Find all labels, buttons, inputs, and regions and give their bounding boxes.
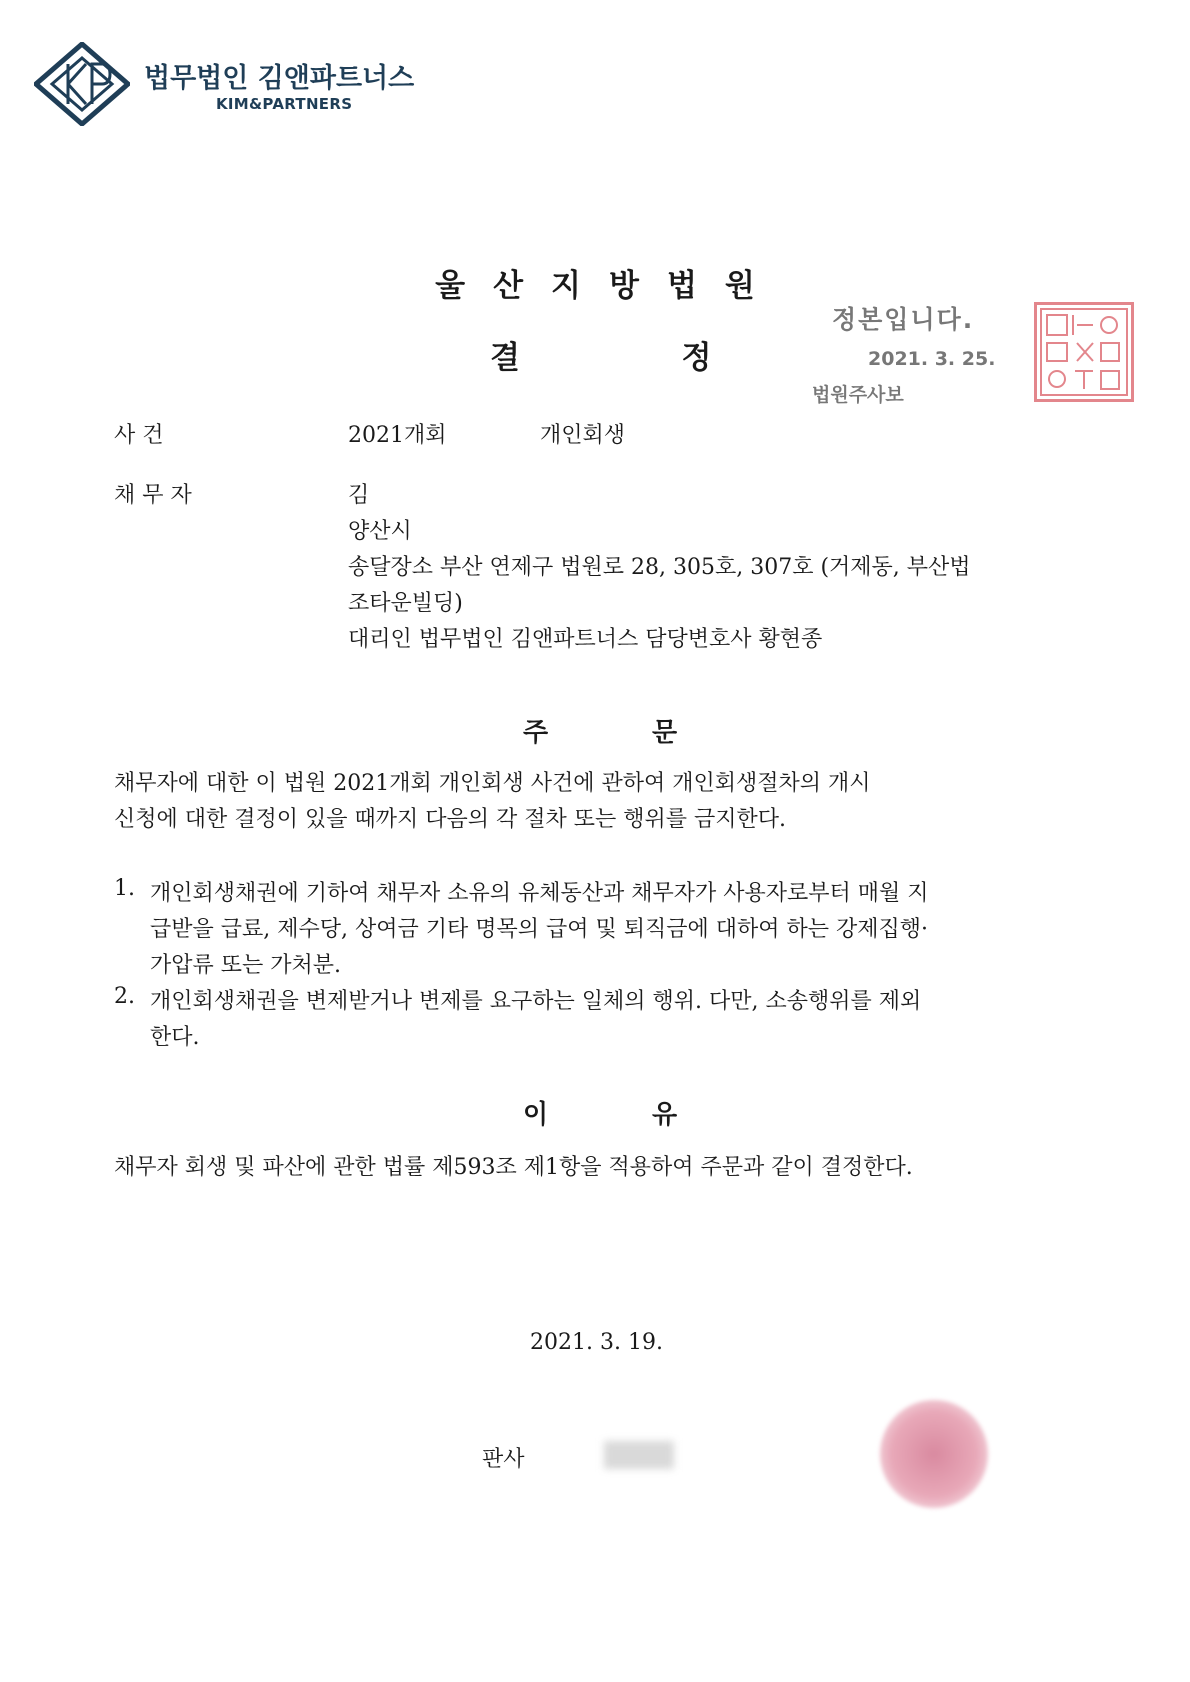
court-seal-stamp xyxy=(1034,302,1134,402)
order-item-2-line-1: 개인회생채권을 변제받거나 변제를 요구하는 일체의 행위. 다만, 소송행위를 제외 xyxy=(150,989,922,1014)
order-item-2-line-2: 한다. xyxy=(150,1025,200,1050)
service-address: 송달장소 부산 연제구 법원로 28, 305호, 307호 (거제동, 부산법 xyxy=(348,555,971,580)
title-char-left: 결 xyxy=(490,340,520,376)
order-item-1-number: 1. xyxy=(114,876,135,901)
order-title-left: 주 xyxy=(523,718,549,748)
case-type: 개인회생 xyxy=(540,423,626,448)
certified-copy-date: 2021. 3. 25. xyxy=(868,348,996,370)
order-intro-line-1: 채무자에 대한 이 법원 2021개회 개인회생 사건에 관하여 개인회생절차의 개시 xyxy=(114,771,871,796)
redacted-judge-seal xyxy=(880,1400,988,1508)
firm-name-korean: 법무법인 김앤파트너스 xyxy=(144,63,415,94)
order-item-1-line-3: 가압류 또는 가처분. xyxy=(150,953,341,978)
case-label: 사 건 xyxy=(114,423,164,448)
order-item-1-line-1: 개인회생채권에 기하여 채무자 소유의 유체동산과 채무자가 사용자로부터 매월 지 xyxy=(150,881,929,906)
reason-title-left: 이 xyxy=(523,1100,549,1130)
service-address-continued: 조타운빌딩) xyxy=(348,591,463,616)
reason-text: 채무자 회생 및 파산에 관한 법률 제593조 제1항을 적용하여 주문과 같이 결정한다. xyxy=(114,1155,913,1180)
redacted-judge-name xyxy=(604,1441,674,1469)
order-intro-line-2: 신청에 대한 결정이 있을 때까지 다음의 각 절차 또는 행위를 금지한다. xyxy=(114,807,786,832)
firm-name-english: KIM&PARTNERS xyxy=(216,95,353,113)
decision-date: 2021. 3. 19. xyxy=(530,1330,663,1355)
reason-title-right: 유 xyxy=(652,1100,678,1130)
title-char-right: 정 xyxy=(681,340,712,376)
debtor-name: 김 xyxy=(348,483,370,508)
order-item-1-line-2: 급받을 급료, 제수당, 상여금 기타 명목의 급여 및 퇴직금에 대하여 하는 강제집행· xyxy=(150,917,928,942)
court-name: 울산지방법원 xyxy=(435,268,783,304)
debtor-label: 채 무 자 xyxy=(114,483,192,508)
order-title-right: 문 xyxy=(652,718,678,748)
certified-copy-clerk: 법원주사보 xyxy=(812,384,904,406)
judge-label: 판사 xyxy=(482,1447,525,1472)
debtor-address: 양산시 xyxy=(348,519,412,544)
firm-logo-icon xyxy=(34,42,130,126)
certified-copy-text: 정본입니다. xyxy=(832,305,975,334)
order-item-2-number: 2. xyxy=(114,984,135,1009)
legal-agent: 대리인 법무법인 김앤파트너스 담당변호사 황현종 xyxy=(348,627,823,652)
case-number: 2021개회 xyxy=(348,423,447,448)
document-title xyxy=(490,332,712,377)
